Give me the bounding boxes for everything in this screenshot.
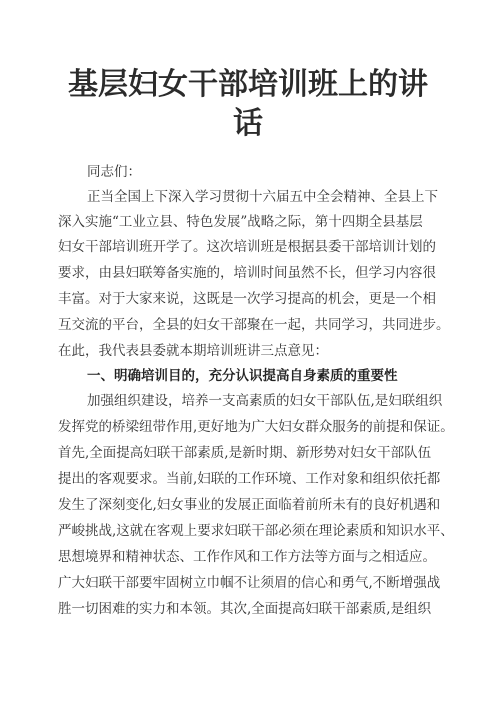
body-line: 严峻挑战,这就在客观上要求妇联干部必须在理论素质和知识水平、 [58, 523, 454, 539]
salutation: 同志们： [87, 164, 141, 180]
document-title-line-2: 话 [233, 106, 263, 141]
body-line: 互交流的平台，全县的妇女干部聚在一起，共同学习，共同进步。 [58, 317, 450, 333]
body-line: 正当全国上下深入学习贯彻十六届五中全会精神、全县上下 [87, 189, 438, 205]
body-line: 发挥党的桥梁纽带作用,更好地为广大妇女群众服务的前提和保证。 [58, 419, 454, 435]
body-line: 丰富。对于大家来说，这既是一次学习提高的机会，更是一个相 [58, 291, 436, 307]
body-line: 胜一切困难的实力和本领。其次,全面提高妇联干部素质,是组织 [58, 601, 432, 617]
body-line: 要求，由县妇联筹备实施的，培训时间虽然不长，但学习内容很 [58, 265, 436, 281]
body-line: 在此，我代表县委就本期培训班讲三点意见： [58, 343, 328, 359]
body-line: 广大妇联干部要牢固树立巾帼不让须眉的信心和勇气,不断增强战 [58, 575, 441, 591]
body-line: 加强组织建设，培养一支高素质的妇女干部队伍,是妇联组织 [87, 393, 443, 409]
body-line: 深入实施“工业立县、特色发展”战略之际，第十四期全县基层 [58, 214, 423, 230]
body-line: 思想境界和精神状态、工作作风和工作方法等方面与之相适应。 [58, 549, 436, 565]
body-line: 首先,全面提高妇联干部素质,是新时期、新形势对妇女干部队伍 [58, 445, 432, 461]
section-heading-1: 一、明确培训目的，充分认识提高自身素质的重要性 [87, 368, 398, 384]
body-line: 发生了深刻变化,妇女事业的发展正面临着前所未有的良好机遇和 [58, 497, 441, 513]
body-line: 妇女干部培训班开学了。这次培训班是根据县委干部培训计划的 [58, 239, 436, 255]
document-title-line-1: 基层妇女干部培训班上的讲 [68, 67, 428, 102]
body-line: 提出的客观要求。当前,妇联的工作环境、工作对象和组织依托都 [58, 471, 441, 487]
